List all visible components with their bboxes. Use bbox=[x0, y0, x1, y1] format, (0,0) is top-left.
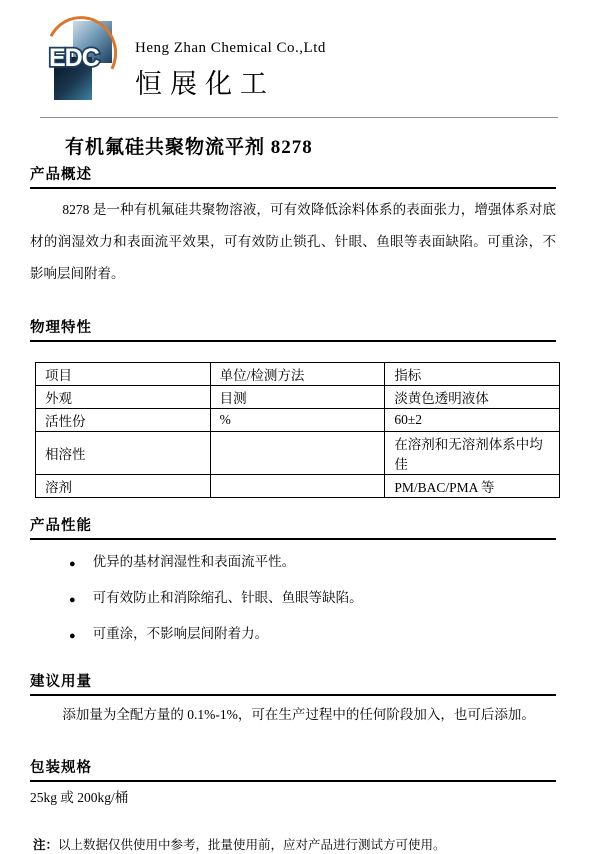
column-header-unit-method: 单位/检测方法 bbox=[210, 363, 385, 386]
cell-method: 目测 bbox=[210, 386, 385, 409]
cell-item: 外观 bbox=[36, 386, 211, 409]
cell-spec: 60±2 bbox=[385, 409, 560, 432]
column-header-spec: 指标 bbox=[385, 363, 560, 386]
bullet-icon: ● bbox=[69, 630, 76, 642]
list-item bbox=[30, 588, 556, 610]
section-heading-packaging: 包装规格 bbox=[30, 756, 556, 782]
header-divider bbox=[40, 117, 558, 118]
table-header-row bbox=[36, 363, 560, 386]
company-name-chinese: 恒展化工 bbox=[135, 69, 275, 99]
bullet-icon: ● bbox=[69, 558, 76, 570]
cell-spec: PM/BAC/PMA 等 bbox=[385, 475, 560, 498]
footnote-label: 注： bbox=[33, 838, 59, 852]
page-header bbox=[0, 0, 600, 118]
document-content bbox=[30, 132, 556, 854]
product-title: 有机氟硅共聚物流平剂 8278 bbox=[65, 137, 313, 158]
company-name-english: Heng Zhan Chemical Co.,Ltd bbox=[135, 40, 326, 56]
bullet-text: 可有效防止和消除缩孔、针眼、鱼眼等缺陷。 bbox=[92, 590, 363, 605]
cell-method: % bbox=[210, 409, 385, 432]
company-logo bbox=[45, 15, 123, 101]
packaging-text: 25kg 或 200kg/桶 bbox=[30, 790, 129, 805]
cell-method bbox=[210, 475, 385, 498]
performance-bullet-list bbox=[30, 552, 556, 646]
physical-properties-table bbox=[35, 362, 560, 498]
table-row bbox=[36, 432, 560, 475]
table-row bbox=[36, 386, 560, 409]
bullet-text: 可重涂，不影响层间附着力。 bbox=[92, 626, 269, 641]
list-item bbox=[30, 624, 556, 646]
overview-paragraph: 8278 是一种有机氟硅共聚物溶液，可有效降低涂料体系的表面张力，增强体系对底材的润湿效力和表面流平效果，可有效防止锁孔、针眼、鱼眼等表面缺陷。可重涂，不影响层间附着。 bbox=[30, 202, 556, 281]
cell-item: 活性份 bbox=[36, 409, 211, 432]
footnote bbox=[33, 836, 556, 854]
section-heading-overview: 产品概述 bbox=[30, 163, 556, 189]
logo-edc-icon bbox=[45, 39, 123, 75]
section-heading-dosage: 建议用量 bbox=[30, 670, 556, 696]
column-header-item: 项目 bbox=[36, 363, 211, 386]
cell-spec: 淡黄色透明液体 bbox=[385, 386, 560, 409]
bullet-icon: ● bbox=[69, 594, 76, 606]
section-heading-physical: 物理特性 bbox=[30, 316, 556, 342]
cell-item: 相溶性 bbox=[36, 432, 211, 475]
table-row bbox=[36, 475, 560, 498]
logo-text: EDC bbox=[49, 44, 99, 72]
table-row bbox=[36, 409, 560, 432]
dosage-paragraph: 添加量为全配方量的 0.1%-1%，可在生产过程中的任何阶段加入，也可后添加。 bbox=[62, 707, 535, 722]
footnote-text: 以上数据仅供使用中参考，批量使用前，应对产品进行测试方可使用。 bbox=[58, 838, 446, 852]
list-item bbox=[30, 552, 556, 574]
section-heading-performance: 产品性能 bbox=[30, 514, 556, 540]
cell-item: 溶剂 bbox=[36, 475, 211, 498]
cell-spec: 在溶剂和无溶剂体系中均佳 bbox=[385, 432, 560, 475]
company-names bbox=[135, 40, 326, 101]
cell-method bbox=[210, 432, 385, 475]
bullet-text: 优异的基材润湿性和表面流平性。 bbox=[92, 554, 296, 569]
